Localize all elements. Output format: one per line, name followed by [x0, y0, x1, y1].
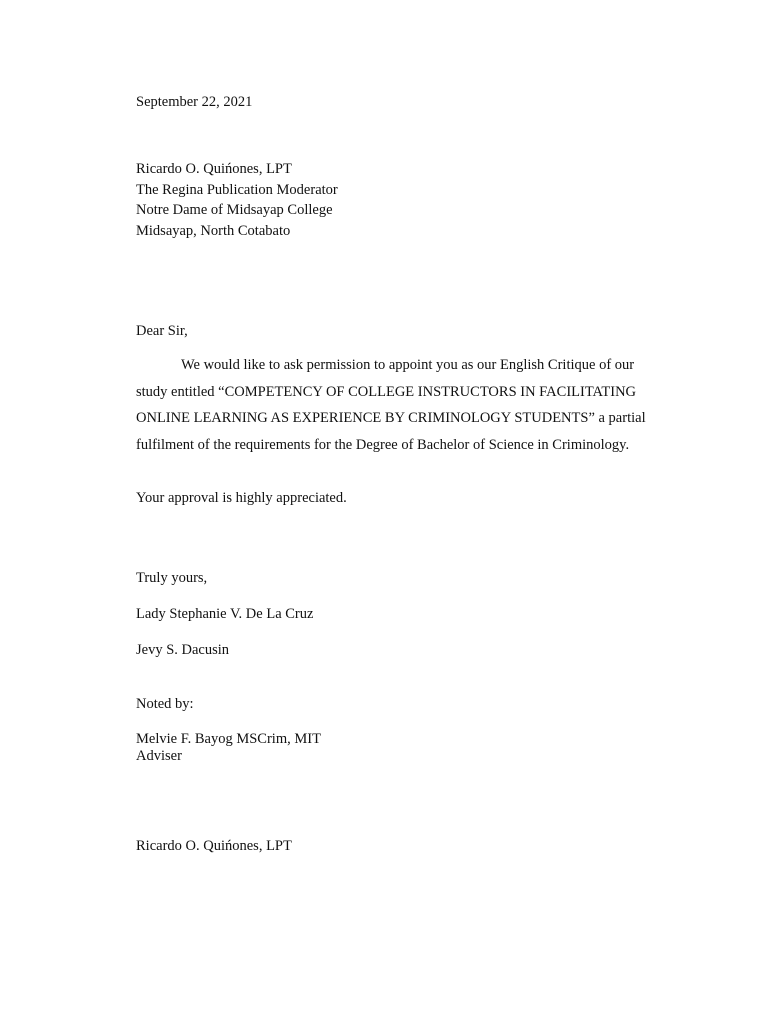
sender-name: Lady Stephanie V. De La Cruz [136, 606, 314, 622]
noted-by-label: Noted by: [136, 696, 194, 712]
body-paragraph-line: ONLINE LEARNING AS EXPERIENCE BY CRIMINOLOGY STUDENTS” a partial [136, 410, 646, 426]
final-signatory: Ricardo O. Quińones, LPT [136, 838, 292, 854]
sender-name: Jevy S. Dacusin [136, 642, 230, 658]
recipient-name: Ricardo O. Quińones, LPT [136, 161, 292, 177]
body-paragraph-line: fulfilment of the requirements for the Degree of Bachelor of Science in Criminology. [136, 437, 630, 453]
recipient-institution: Notre Dame of Midsayap College [136, 202, 333, 218]
adviser-title: Adviser [136, 748, 182, 764]
salutation: Dear Sir, [136, 323, 188, 339]
letter-date: September 22, 2021 [136, 94, 253, 110]
recipient-address: Midsayap, North Cotabato [136, 223, 291, 239]
body-paragraph-line: We would like to ask permission to appoint you as our English Critique of our [181, 357, 635, 373]
approval-line: Your approval is highly appreciated. [136, 490, 347, 506]
recipient-position: The Regina Publication Moderator [136, 182, 338, 198]
body-paragraph-line: study entitled “COMPETENCY OF COLLEGE INSTRUCTORS IN FACILITATING [136, 384, 637, 400]
closing: Truly yours, [136, 570, 208, 586]
adviser-name: Melvie F. Bayog MSCrim, MIT [136, 731, 321, 747]
